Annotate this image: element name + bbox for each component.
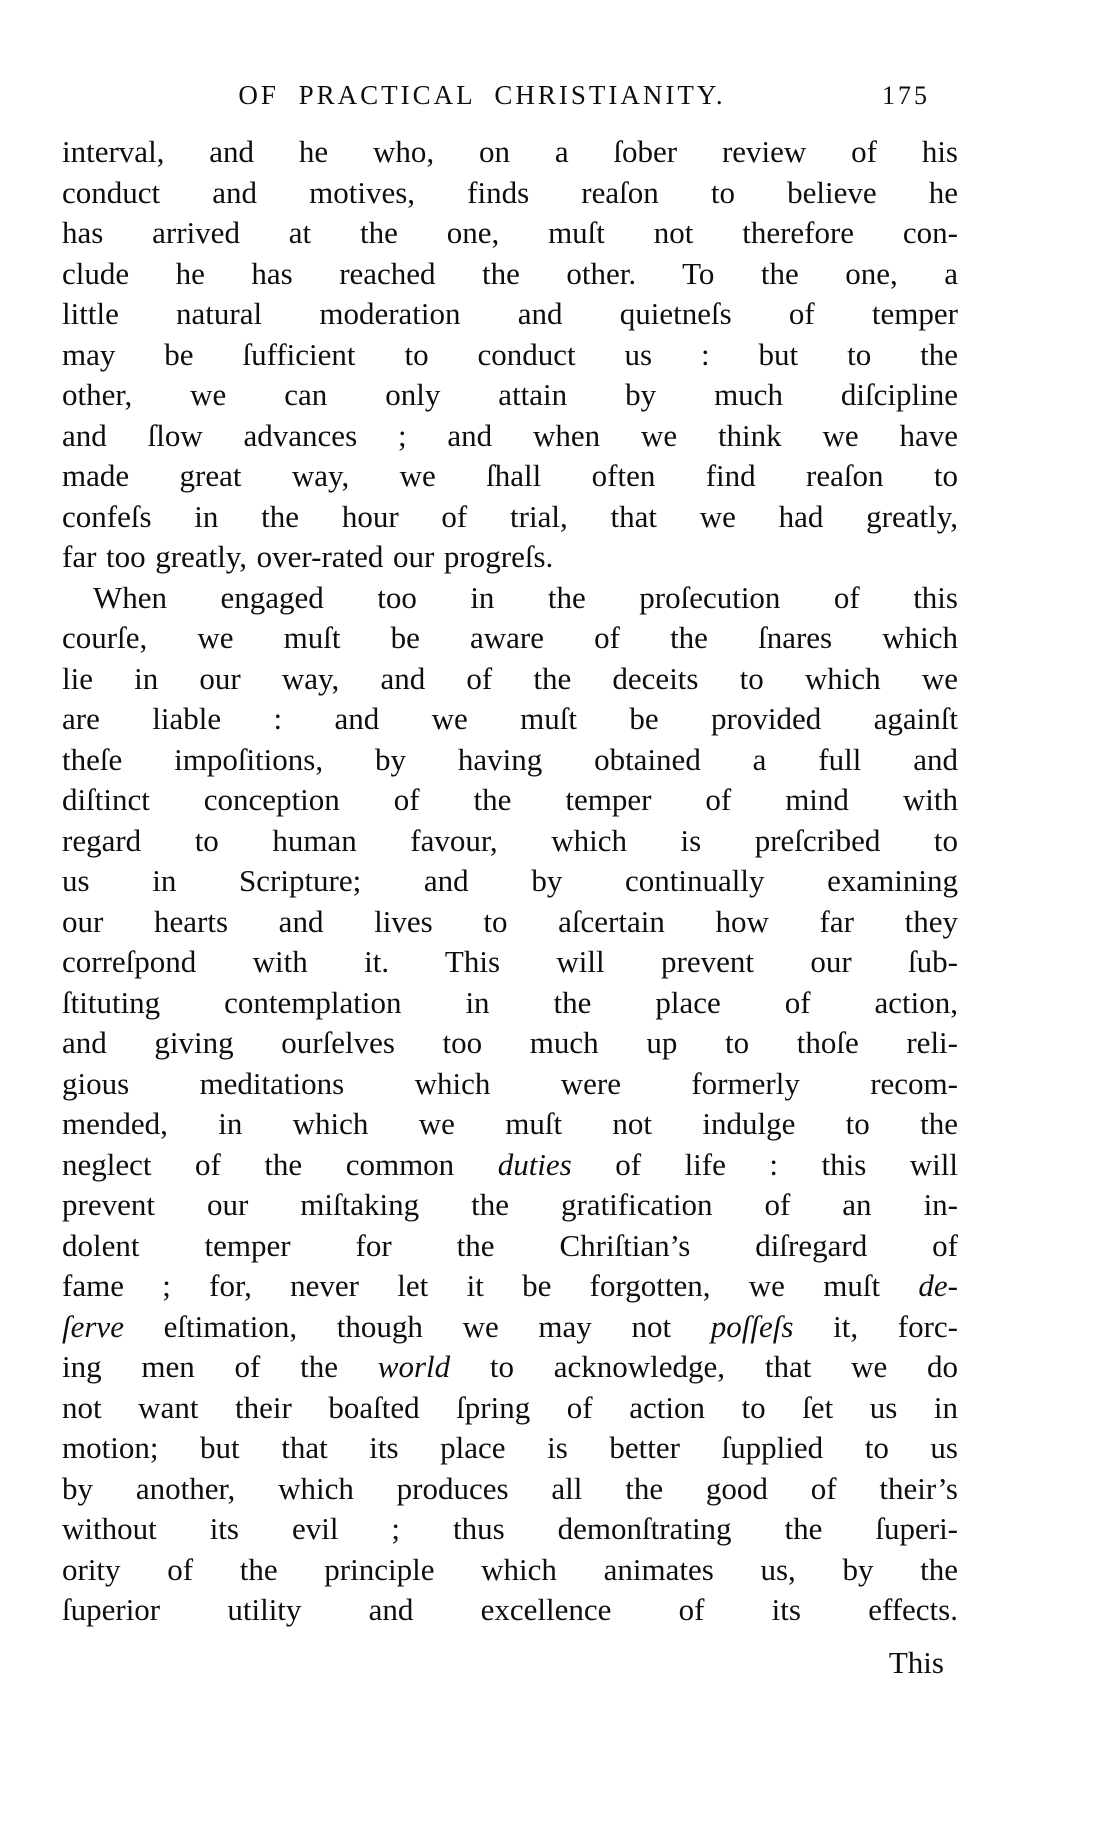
- text-line: mended, in which we muſt not indulge to the: [62, 1106, 958, 1141]
- text-line: courſe, we muſt be aware of the ſnares which: [62, 620, 958, 655]
- text-line: ſerve eſtimation, though we may not poſſeſs it, forc-: [62, 1308, 958, 1344]
- text-line: conduct and motives, finds reaſon to believe he: [62, 174, 958, 210]
- text-line: and giving ourſelves too much up to thoſe reli-: [62, 1025, 958, 1060]
- text-line: little natural moderation and quietneſs of temper: [62, 296, 958, 331]
- catchword-row: [62, 1645, 958, 1681]
- text-line: correſpond with it. This will prevent our ſub-: [62, 944, 958, 979]
- text-line: ſtituting contemplation in the place of action,: [62, 984, 958, 1020]
- text-line: other, we can only attain by much diſcipline: [62, 377, 958, 412]
- text-line: fame ; for, never let it be forgotten, we muſt de-: [62, 1268, 958, 1303]
- text-line: dolent temper for the Chriſtian’s diſregard of: [62, 1227, 958, 1263]
- text-line: our hearts and lives to aſcertain how far they: [62, 903, 958, 939]
- text-line: ing men of the world to acknowledge, that we do: [62, 1349, 958, 1384]
- text-line: motion; but that its place is better ſupplied to us: [62, 1430, 958, 1465]
- text-line: are liable : and we muſt be provided againſt: [62, 701, 958, 736]
- text-line: gious meditations which were formerly recom-: [62, 1065, 958, 1101]
- text-line: neglect of the common duties of life : this will: [62, 1146, 959, 1182]
- text-line: confeſs in the hour of trial, that we had greatly,: [62, 498, 958, 534]
- page-header: [62, 80, 958, 116]
- text-line: lie in our way, and of the deceits to which we: [62, 660, 958, 696]
- text-line: diſtinct conception of the temper of mind with: [62, 782, 958, 817]
- page-body: [62, 132, 958, 1631]
- text-line: ority of the principle which animates us, by the: [62, 1551, 958, 1587]
- text-line: has arrived at the one, muſt not therefore con-: [62, 215, 958, 250]
- text-line: us in Scripture; and by continually examining: [62, 863, 958, 898]
- text-line: regard to human favour, which is preſcribed to: [62, 822, 958, 858]
- text-line: made great way, we ſhall often find reaſon to: [62, 458, 958, 493]
- text-line: clude he has reached the other. To the one, a: [62, 255, 958, 291]
- text-line: and ſlow advances ; and when we think we have: [62, 417, 958, 453]
- text-line: by another, which produces all the good of their’s: [62, 1470, 958, 1506]
- text-line: interval, and he who, on a ſober review of his: [62, 134, 958, 169]
- text-line: without its evil ; thus demonſtrating the ſuperi-: [62, 1511, 958, 1546]
- running-title: OF PRACTICAL CHRISTIANITY.: [238, 80, 726, 110]
- text-line: ſuperior utility and excellence of its effects.: [62, 1592, 958, 1627]
- text-line: far too greatly, over-rated our progreſs.: [62, 539, 554, 574]
- text-line: may be ſufficient to conduct us : but to the: [62, 336, 958, 372]
- page-number: 175: [882, 81, 930, 110]
- text-line: prevent our miſtaking the gratification of an in-: [62, 1187, 958, 1222]
- text-line: theſe impoſitions, by having obtained a full and: [62, 741, 958, 777]
- text-line: When engaged too in the proſecution of this: [93, 579, 958, 615]
- catchword: This: [888, 1645, 944, 1680]
- text-line: not want their boaſted ſpring of action to ſet us in: [62, 1389, 958, 1425]
